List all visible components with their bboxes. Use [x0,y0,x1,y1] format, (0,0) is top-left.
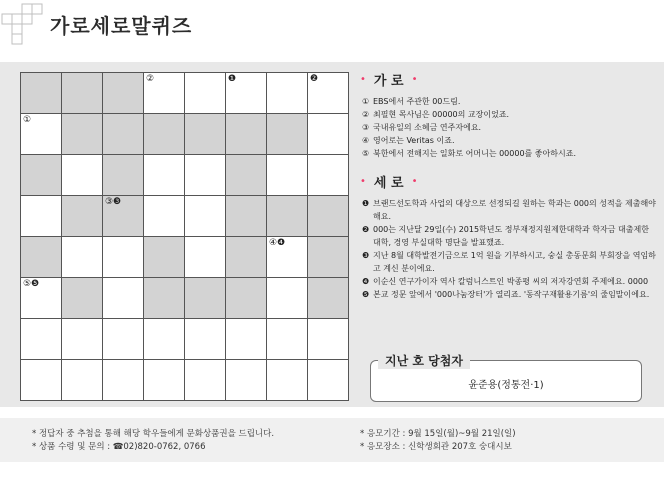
cell-number: ❷ [310,74,319,84]
clue-text: 이순신 연구가이자 역사 칼럼니스트인 박종평 씨의 저자강연회 주제에요. 0000 [373,277,649,286]
clue-number: ❶ [362,199,370,208]
across-heading [360,70,656,89]
bullet-dot-icon: • [411,176,418,187]
answer-cell[interactable] [185,196,226,237]
answer-cell[interactable] [103,360,144,401]
answer-cell[interactable] [144,319,185,360]
cell-number: ③❸ [105,197,122,207]
clue-number: ⑤ [362,149,370,158]
answer-cell[interactable] [144,196,185,237]
crossword-grid [20,72,349,401]
answer-cell[interactable] [21,319,62,360]
blocked-cell [226,155,267,196]
blocked-cell [226,278,267,319]
answer-cell[interactable] [308,155,349,196]
across-clue [362,121,656,134]
answer-cell[interactable] [62,319,103,360]
footer-right [360,428,516,454]
footer-location: * 응모장소 : 신학생회관 207호 숭대시보 [360,442,512,452]
clue-number: ④ [362,136,370,145]
answer-cell[interactable] [226,73,267,114]
footer-left [32,428,274,454]
answer-cell[interactable] [62,237,103,278]
footer [0,418,664,462]
header [0,0,664,50]
blocked-cell [21,237,62,278]
answer-cell[interactable] [226,360,267,401]
clue-number: ❺ [362,290,370,299]
across-clue [362,95,656,108]
blocked-cell [308,278,349,319]
answer-cell[interactable] [308,360,349,401]
answer-cell[interactable] [144,73,185,114]
answer-cell[interactable] [267,278,308,319]
answer-cell[interactable] [21,114,62,155]
answer-cell[interactable] [267,73,308,114]
down-clue [362,288,656,301]
blocked-cell [21,73,62,114]
clue-number: ❸ [362,251,370,260]
blocked-cell [103,73,144,114]
bullet-dot-icon: • [360,176,366,187]
answer-cell[interactable] [308,73,349,114]
bullet-dot-icon: • [360,74,366,85]
answer-cell[interactable] [308,319,349,360]
blocked-cell [144,237,185,278]
clue-text: 지난 8월 대학발전기금으로 1억 원을 기부하시고, 숭실 총동문회 부회장을 역임하고 계신 분이에요. [373,251,656,273]
down-clue [362,197,656,223]
across-clue-list [360,95,656,160]
blocked-cell [185,278,226,319]
clue-number: ③ [362,123,370,132]
blocked-cell [144,114,185,155]
blocked-cell [103,114,144,155]
blocked-cell [226,114,267,155]
blocked-cell [144,278,185,319]
answer-cell[interactable] [308,114,349,155]
answer-cell[interactable] [103,319,144,360]
blocked-cell [21,155,62,196]
cell-number: ❶ [228,74,237,84]
clue-text: 국내유일의 소혜금 연주자에요. [373,123,482,132]
answer-cell[interactable] [185,155,226,196]
answer-cell[interactable] [21,278,62,319]
blocked-cell [267,196,308,237]
clues-panel [360,70,656,301]
clue-text: 본교 정문 앞에서 '000나눔장터'가 열리죠. '동작구재활용기름'의 줄임말이에요. [373,290,650,299]
answer-cell[interactable] [185,73,226,114]
down-clue-list [360,197,656,301]
answer-cell[interactable] [267,319,308,360]
answer-cell[interactable] [185,319,226,360]
clue-number: ② [362,110,370,119]
crossword-deco-icon [0,0,48,48]
across-heading-label: 가 로 [373,74,404,89]
clue-text: 브랜드선도학과 사업의 대상으로 선정되길 원하는 학과는 000의 성적을 제출해야 해요. [373,199,656,221]
clue-number: ❷ [362,225,370,234]
winner-name: 윤준용(정통전·1) [468,380,544,391]
cell-number: ④❹ [269,238,286,248]
blocked-cell [103,196,144,237]
down-heading [360,172,656,191]
across-clue [362,134,656,147]
answer-cell[interactable] [62,360,103,401]
answer-cell[interactable] [103,278,144,319]
across-section [360,70,656,160]
answer-cell[interactable] [21,360,62,401]
down-heading-label: 세 로 [373,176,404,191]
answer-cell[interactable] [185,360,226,401]
blocked-cell [226,196,267,237]
clue-text: 영어로는 Veritas 이죠. [373,136,455,145]
answer-cell[interactable] [21,196,62,237]
answer-cell[interactable] [267,360,308,401]
blocked-cell [62,196,103,237]
down-clue [362,223,656,249]
footer-contact: * 상품 수령 및 문의 : ☎02)820-0762, 0766 [32,442,206,452]
across-clue [362,147,656,160]
answer-cell[interactable] [185,237,226,278]
answer-cell[interactable] [144,155,185,196]
clue-text: 000는 지난달 29일(수) 2015학년도 정부재정지원제한대학과 학자금 대출제한대학, 경영 부실대학 명단을 발표했죠. [373,225,649,247]
blocked-cell [226,237,267,278]
blocked-cell [62,114,103,155]
blocked-cell [308,196,349,237]
answer-cell[interactable] [267,155,308,196]
down-clue [362,249,656,275]
clue-text: EBS에서 주관한 00드림. [373,97,461,106]
winner-box [370,354,642,402]
cell-number: ② [146,74,155,84]
cell-number: ⑤❺ [23,279,40,289]
blocked-cell [308,237,349,278]
footer-period: * 응모기간 : 9월 15일(월)~9월 21일(일) [360,429,516,439]
cell-number: ① [23,115,32,125]
down-clue [362,275,656,288]
winner-label: 지난 호 당첨자 [378,352,470,369]
footer-prize-note: * 정답자 중 추첨을 통해 해당 학우들에게 문화상품권을 드립니다. [32,429,275,439]
clue-number: ❹ [362,277,370,286]
answer-cell[interactable] [226,319,267,360]
page-title: 가로세로말퀴즈 [50,14,193,38]
blocked-cell [62,73,103,114]
down-section [360,172,656,301]
blocked-cell [62,278,103,319]
clue-text: 북한에서 전해지는 일화로 어머니는 00000를 좋아하시죠. [373,149,576,158]
blocked-cell [267,114,308,155]
blocked-cell [185,114,226,155]
answer-cell[interactable] [144,360,185,401]
clue-number: ① [362,97,370,106]
bullet-dot-icon: • [411,74,418,85]
clue-text: 최필현 목사님은 00000의 교장이었죠. [373,110,510,119]
answer-cell[interactable] [62,155,103,196]
answer-cell[interactable] [103,237,144,278]
answer-cell[interactable] [267,237,308,278]
blocked-cell [103,155,144,196]
across-clue [362,108,656,121]
